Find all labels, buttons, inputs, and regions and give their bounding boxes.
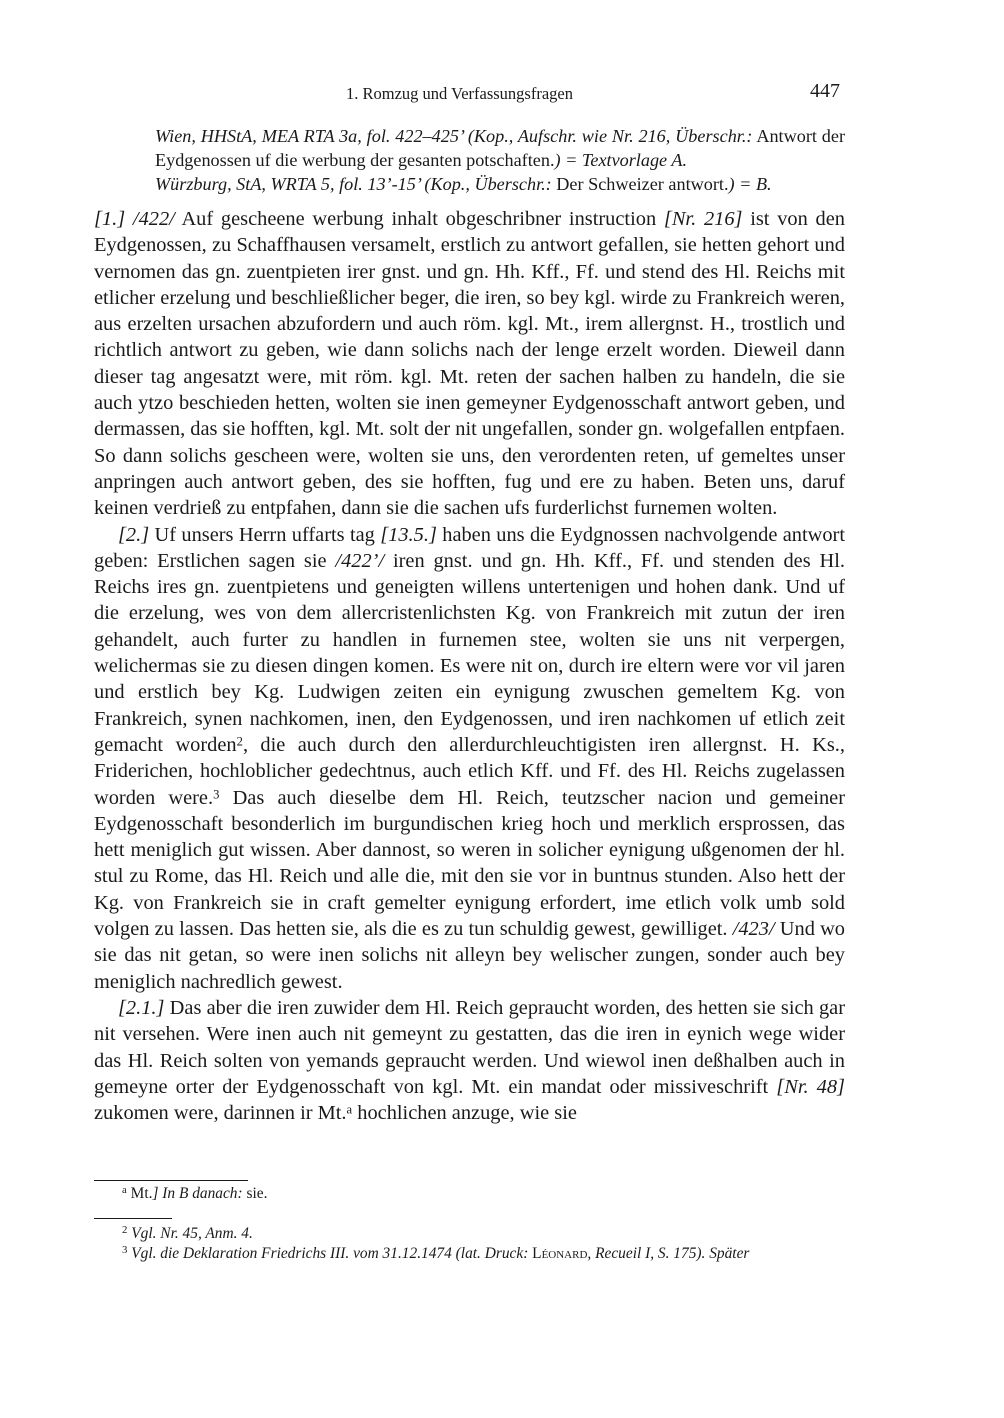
source-b-end: ) = B. [728,174,772,194]
paragraph-1 [94,206,845,522]
text: Das aber die iren zuwider dem Hl. Reich gepraucht worden, des hetten sie sich gar nit versehen. Were inen auch nit gemeynt zu gestatten, das die iren in eynich wege wider das Hl. Reich solten von yemands gepraucht werden. Und wiewol inen deßhalben auch in gemeyne orter der Eydgenosschaft von kgl. Mt. ein mandat oder missiveschrift [94,996,845,1098]
source-a-end: ) = Textvorlage A. [554,150,687,170]
cross-reference: [Nr. 48] [776,1075,845,1098]
page-number: 447 [810,80,840,102]
author-name: Léonard [532,1245,588,1262]
note-mark: a [122,1184,127,1197]
date-reference: [13.5.] [380,523,437,546]
note-text: sie. [242,1185,268,1202]
note-text: , Recueil I, S. 175). Später [587,1245,750,1262]
apparatus-note-a [122,1184,267,1204]
footnote-3 [122,1244,845,1264]
apparatus-divider [94,1180,248,1181]
footnote-ref: 2 [236,734,243,749]
text: Uf unsers Herrn uffarts tag [149,523,381,546]
text: iren gnst. und gn. Hh. Kff., Ff. und stenden des Hl. Reichs ires gn. zuentpietens und geneigten willens untertenigen und hohen dank. Und uf die erzelung, wes von dem allercristenlichsten Kg. von Frankreich mit zutun der iren gehandelt, auch furter zu handlen in furnemen stee, wolten sie uns nit verpergen, welichermas sie zu diesen dingen komen. Es were nit on, durch ire eltern were vor vil jaren und erstlich bey Kg. Ludwigen zeiten ein eynigung zwuschen gemeltem Kg. von Frankreich, synen nachkomen, inen, den Eydgenossen, und iren nachkomen uf etlich zeit gemacht worden [94,549,845,756]
source-a [155,124,845,172]
text: hochlichen anzuge, wie sie [352,1102,577,1125]
text: , die auch durch den allerdurchleuchtigisten iren allergnst. H. Ks., Friderichen, hochloblicher gedechtnus, auch etlich Kff. und Ff. des Hl. Reichs zugelassen worden were. [94,733,845,809]
source-b [155,172,845,196]
paragraph-2 [94,522,845,995]
source-b-title: Der Schweizer antwort. [556,174,729,194]
note-lemma: Mt. [126,1185,153,1202]
cross-reference: [Nr. 216] [663,208,743,230]
note-mark: 2 [122,1224,128,1237]
folio-mark: /422’/ [335,549,385,572]
source-a-title: Antwort der Eydgenossen uf die werbung der gesanten potschaften. [155,126,846,170]
paragraph-3 [94,995,845,1126]
running-header: 1. Romzug und Verfassungsfragen [346,84,573,103]
source-note [155,124,845,196]
text: Das auch dieselbe dem Hl. Reich, teutzscher nacion und gemeiner Eydgenosschaft besonderlich im burgundischen krieg hoch und merklich ersprossen, das hett meniglich gut wissen. Aber dannost, so weren in solicher eynigung ußgenomen der hl. stul zu Rome, das Hl. Reich und alle die, mit den sie vor in buntnus stunden. Also hett der Kg. von Frankreich sie in craft gemelter eynigung erfordert, ime etlich volk umb sold volgen zu lassen. Das hetten sie, als die es zu tun schuldig gewest, gewilliget. [94,786,845,941]
source-b-signature: Würzburg, StA, WRTA 5, fol. 13’-15’ (Kop., Überschr.: [155,174,552,194]
apparatus-ref: a [346,1102,353,1117]
text: Und wo sie das nit getan, so were inen solichs nit alleyn bey welischer zungen, sonder auch bey meniglich nachredlich gewest. [94,918,845,993]
text: haben uns die Eydgnossen nachvolgende antwort geben: Erstlichen sagen sie [94,523,846,572]
section-mark: [2.] [118,523,150,546]
note-mark: 3 [122,1244,128,1257]
text: ist von den Eydgenossen, zu Schaffhausen versamelt, erstlich zu antwort gefallen, sie hetten gehort und vernomen das gn. zuentpieten irer gnst. und gn. Hh. Kff., Ff. und stend des Hl. Reichs mit etlicher erzelung und beschließlicher beger, die iren, so bey kgl. wirde zu Frankreich weren, aus erzelten ursachen abzufordern und auch röm. kgl. Mt., irem allergnst. H., trostlich und richtlich antwort zu geben, wie dann solichs nach der lenge erzelt worden. Dieweil dann dieser tag angesatzt were, mit röm. kgl. Mt. reten der sachen halben zu handeln, die sie auch ytzo beschieden hetten, wolten sie inen gemeyner Eydgenosschaft antwort geben, und dermassen, das sie hofften, kgl. Mt. solt der nit ungefallen, sonder gn. wolgefallen entpfaen. So dann solichs gescheen were, wolten sie uns, den verordenten reten, uf gemeltes unser anpringen auch antwort geben, des sie hofften, fug und ere zu haben. Beten uns, daruf keinen verdrieß zu entpfahen, dann sie die sachen ufs furderlichst furnemen wolten. [94,208,845,520]
footnote-ref: 3 [213,786,220,801]
footnote-2 [122,1224,253,1244]
source-a-signature: Wien, HHStA, MEA RTA 3a, fol. 422–425’ (Kop., Aufschr. wie Nr. 216, Überschr.: [155,126,753,146]
text: Auf gescheene werbung inhalt obgeschribner instruction [174,208,664,230]
text: zukomen were, darinnen ir Mt. [94,1102,347,1125]
main-text [94,206,845,1126]
note-text: Vgl. Nr. 45, Anm. 4. [127,1225,253,1242]
section-mark: [2.1.] [118,996,165,1019]
footnote-divider [94,1218,172,1219]
note-text: Vgl. die Deklaration Friedrichs III. vom 31.12.1474 (lat. Druck: [127,1245,533,1262]
section-mark: [1.] /422/ [94,208,175,230]
folio-mark: /423/ [732,918,775,941]
note-text: ] In B danach: [152,1185,243,1202]
